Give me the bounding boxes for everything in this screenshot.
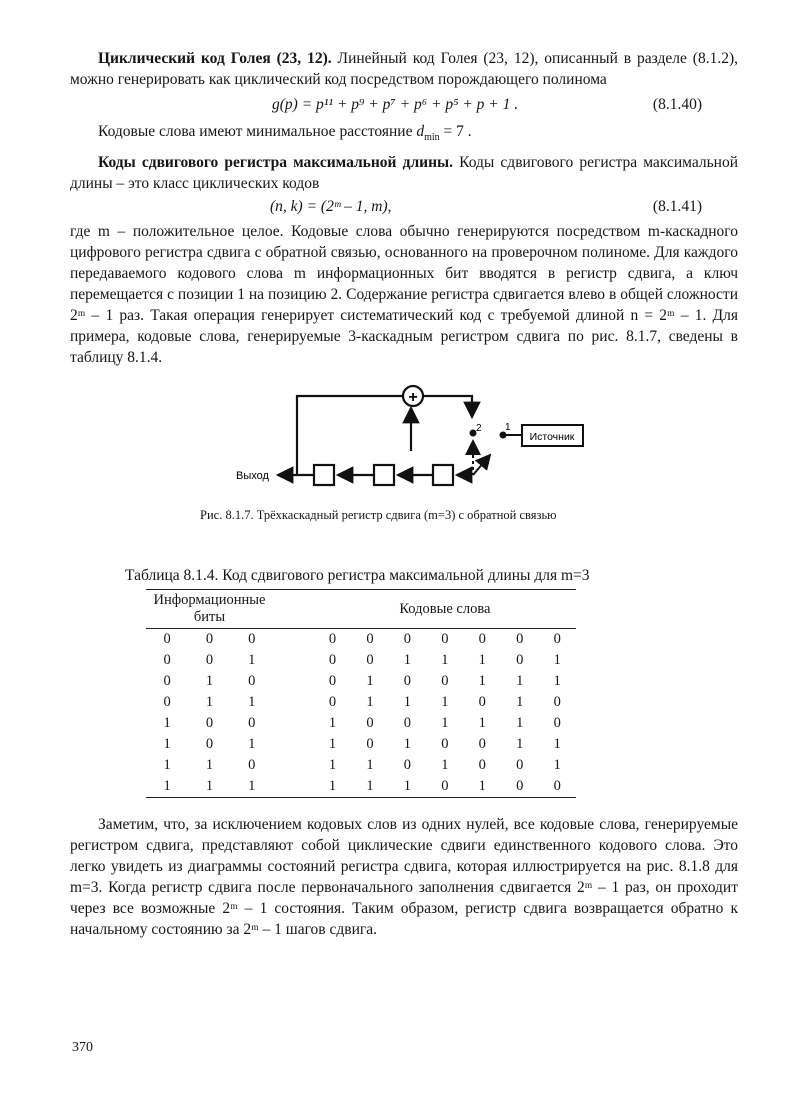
codeword-bit-cell: 0 (328, 652, 337, 668)
codeword-bit-cell: 1 (516, 673, 524, 689)
info-bit-cell: 0 (248, 757, 256, 773)
info-bit-cell: 1 (163, 757, 171, 773)
max-length-heading: Коды сдвигового регистра максимальной длины. (98, 154, 453, 171)
switch-label-1: 1 (505, 422, 511, 433)
info-bit-cell: 0 (205, 652, 214, 668)
codeword-bit-cell: 1 (366, 757, 374, 773)
info-bit-cell: 1 (205, 694, 214, 710)
page-number: 370 (72, 1040, 93, 1055)
header-codewords: Кодовые слова (314, 590, 576, 629)
info-bit-cell: 0 (248, 673, 256, 689)
codeword-bit-cell: 0 (441, 673, 449, 689)
info-bit-cell: 0 (163, 673, 171, 689)
info-bit-cell: 1 (205, 673, 214, 689)
codeword-bit-cell: 1 (328, 736, 337, 752)
info-bit-cell: 0 (163, 652, 171, 668)
codeword-bit-cell: 1 (389, 776, 426, 798)
table-row (146, 692, 576, 713)
min-distance-text: Кодовые слова имеют минимальное расстояние (98, 123, 413, 140)
codes-table-body (146, 629, 576, 798)
register-cell-1 (314, 465, 334, 485)
switch-arm (473, 455, 490, 475)
codeword-bit-cell: 0 (328, 673, 337, 689)
equation-number: (8.1.40) (652, 96, 702, 113)
codeword-bit-cell: 1 (553, 736, 561, 752)
info-bit-cell: 1 (146, 776, 188, 798)
codeword-bit-cell: 0 (501, 776, 538, 798)
codeword-bit-cell: 0 (328, 631, 337, 647)
golay-heading: Циклический код Голея (23, 12). (98, 50, 332, 67)
table-row (146, 629, 576, 651)
register-cell-3 (433, 465, 453, 485)
table-row (146, 776, 576, 798)
codeword-bit-cell: 0 (441, 631, 449, 647)
equation-number: (8.1.41) (652, 198, 702, 215)
codeword-bit-cell: 0 (553, 694, 561, 710)
codeword-bit-cell: 1 (464, 776, 501, 798)
info-bit-cell: 0 (205, 736, 214, 752)
codeword-bit-cell: 0 (328, 694, 337, 710)
header-info-bits: Информационные биты (146, 590, 273, 629)
codeword-bit-cell: 0 (553, 631, 561, 647)
codeword-bit-cell: 0 (403, 757, 411, 773)
paragraph-register-description: где m – положительное целое. Кодовые слова обычно генерируются посредством m-каскадного цифрового регистра сдвига с обратной связью, основанного на проверочном полиноме. Для каждого передаваемого кодового слова m информационных бит вводятся в регистр сдвига, а ключ перемещается с позиции 1 на позицию 2. Содержание регистра сдвигается влево в общей сложности 2ᵐ – 1 раз. Такая операция генерирует систематический код с требуемой длиной n = 2ᵐ – 1. Для примера, кодовые слова, генерируемые 3-каскадным регистром сдвига по рис. 8.1.7, сведены в таблицу 8.1.4. (70, 223, 738, 366)
codeword-bit-cell: 0 (366, 715, 374, 731)
codeword-bit-cell: 1 (403, 652, 411, 668)
codeword-bit-cell: 1 (403, 736, 411, 752)
golay-polynomial: g(p) = p¹¹ + p⁹ + p⁷ + p⁶ + p⁵ + p + 1 . (272, 96, 519, 113)
codeword-bit-cell: 1 (441, 694, 449, 710)
output-label: Выход (236, 470, 269, 482)
table-row (146, 650, 576, 671)
golay-text: Линейный код Голея (23, 12), описанный в разделе (8.1.2), можно генерировать как циклический код посредством порождающего полинома (70, 50, 738, 88)
codeword-bit-cell: 0 (478, 631, 486, 647)
table-row (146, 755, 576, 776)
codeword-bit-cell: 0 (478, 694, 486, 710)
info-bit-cell: 0 (163, 631, 171, 647)
table-row (146, 671, 576, 692)
code-params: (n, k) = (2ᵐ – 1, m), (270, 198, 392, 215)
codeword-bit-cell: 0 (441, 736, 449, 752)
info-bit-cell: 0 (163, 694, 171, 710)
info-bit-cell: 1 (248, 736, 256, 752)
codeword-bit-cell: 1 (553, 757, 561, 773)
info-bit-cell: 0 (248, 715, 256, 731)
codeword-bit-cell: 0 (538, 776, 576, 798)
table-row (146, 713, 576, 734)
codeword-bit-cell: 0 (366, 631, 374, 647)
figure-caption: Рис. 8.1.7. Трёхкаскадный регистр сдвига (m=3) с обратной связью (200, 508, 557, 522)
info-bit-cell: 1 (248, 694, 256, 710)
codeword-bit-cell: 0 (478, 736, 486, 752)
source-label: Источник (529, 431, 575, 443)
codes-table (146, 589, 576, 798)
feedback-line-left (297, 396, 403, 475)
adder-output-line (423, 396, 472, 417)
codeword-bit-cell: 0 (366, 652, 374, 668)
codeword-bit-cell: 0 (403, 715, 411, 731)
codeword-bit-cell: 1 (516, 736, 524, 752)
info-bit-cell: 1 (205, 757, 214, 773)
codeword-bit-cell: 1 (441, 757, 449, 773)
info-bit-cell: 0 (248, 631, 256, 647)
codeword-bit-cell: 1 (441, 715, 449, 731)
codeword-bit-cell: 1 (366, 673, 374, 689)
codeword-bit-cell: 1 (478, 652, 486, 668)
dmin-subscript: min (424, 132, 440, 144)
paragraph-cyclic-shifts: Заметим, что, за исключением кодовых слов из одних нулей, все кодовые слова, генерируемые регистром сдвига, представляют собой циклические сдвиги единственного кодового слова. Это легко увидеть из диаграммы состояний регистра сдвига, которая иллюстрируется на рис. 8.1.8 для m=3. Когда регистр сдвига после первоначального заполнения сдвигается 2ᵐ – 1 раз, он проходит через все возможные 2ᵐ – 1 состояния. Таким образом, регистр сдвига возвращается обратно к начальному состоянию за 2ᵐ – 1 шагов сдвига. (70, 816, 738, 938)
dmin-symbol: d (416, 123, 425, 140)
register-cell-2 (374, 465, 394, 485)
info-bit-cell: 1 (248, 652, 256, 668)
codeword-bit-cell: 0 (516, 652, 524, 668)
codeword-bit-cell: 1 (553, 652, 561, 668)
table-title: Таблица 8.1.4. Код сдвигового регистра максимальной длины для m=3 (125, 567, 590, 584)
codeword-bit-cell: 1 (478, 715, 486, 731)
info-bit-cell: 1 (163, 715, 171, 731)
codeword-bit-cell: 0 (426, 776, 463, 798)
codeword-bit-cell: 0 (553, 715, 561, 731)
info-bit-cell: 0 (205, 631, 214, 647)
info-bit-cell: 1 (231, 776, 273, 798)
codeword-bit-cell: 1 (328, 715, 337, 731)
codeword-bit-cell: 1 (516, 715, 524, 731)
info-bit-cell: 1 (163, 736, 171, 752)
codeword-bit-cell: 1 (553, 673, 561, 689)
codeword-bit-cell: 1 (516, 694, 524, 710)
info-bit-cell: 1 (188, 776, 230, 798)
codeword-bit-cell: 1 (351, 776, 388, 798)
codeword-bit-cell: 1 (366, 694, 374, 710)
max-length-text: Коды сдвигового регистра максимальной длины – это класс циклических кодов (70, 154, 738, 192)
codeword-bit-cell: 1 (441, 652, 449, 668)
codeword-bit-cell: 1 (478, 673, 486, 689)
codeword-bit-cell: 0 (478, 757, 486, 773)
codeword-bit-cell: 0 (366, 736, 374, 752)
dmin-value: = 7 . (439, 123, 472, 140)
codeword-bit-cell: 0 (403, 631, 411, 647)
codeword-bit-cell: 1 (314, 776, 351, 798)
codeword-bit-cell: 0 (516, 757, 524, 773)
codeword-bit-cell: 0 (403, 673, 411, 689)
info-bit-cell: 0 (205, 715, 214, 731)
codeword-bit-cell: 0 (516, 631, 524, 647)
switch-label-2: 2 (476, 423, 482, 434)
table-row (146, 734, 576, 755)
codeword-bit-cell: 1 (328, 757, 337, 773)
codeword-bit-cell: 1 (403, 694, 411, 710)
adder-plus-symbol: + (408, 389, 418, 406)
